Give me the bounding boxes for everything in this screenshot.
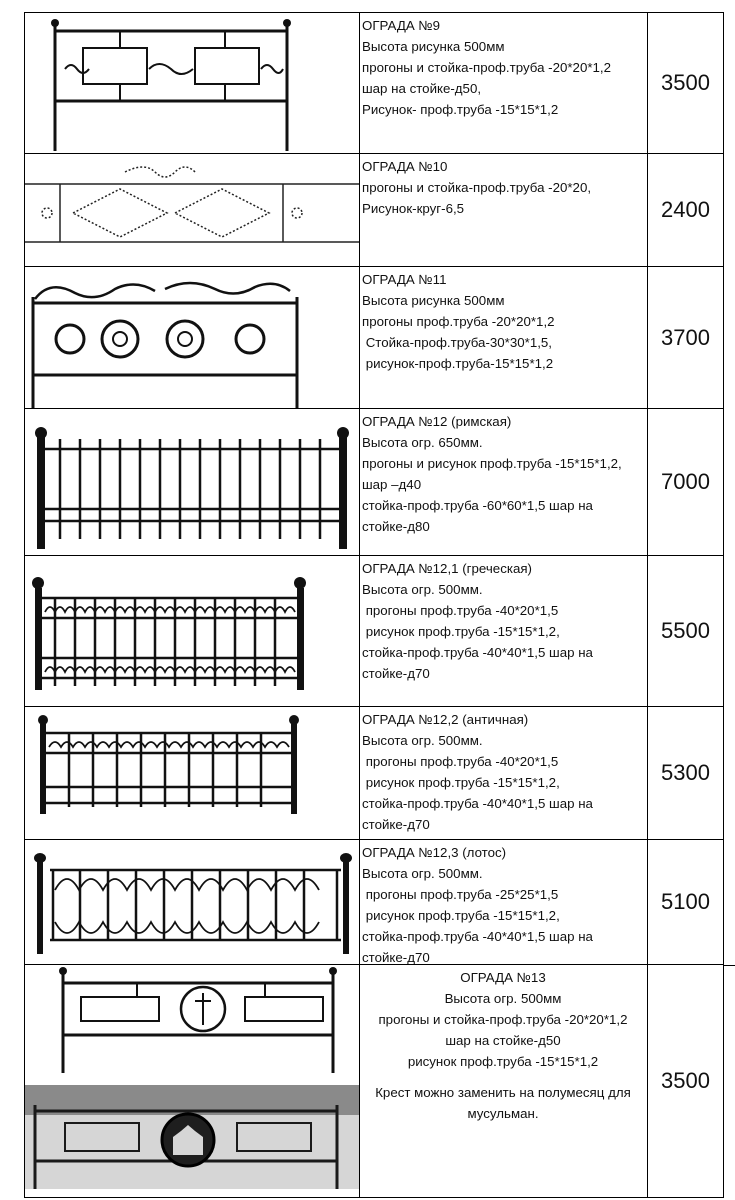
fence-12-image [25, 409, 359, 555]
fence-13-image [25, 965, 359, 1197]
product-description [359, 267, 648, 408]
spec-line: Высота огр. 500мм. [362, 733, 483, 748]
spec-line: стойке-д70 [362, 950, 430, 965]
spec-line: рисунок проф.труба -15*15*1,2 [407, 1054, 599, 1069]
product-price: 3500 [661, 70, 710, 95]
spec-line: шар на стойке-д50 [445, 1033, 561, 1048]
product-row [24, 408, 724, 556]
spec-line: прогоны проф.труба -40*20*1,5 [362, 603, 559, 618]
spec-line: прогоны проф.труба -40*20*1,5 [362, 754, 559, 769]
product-price: 5100 [661, 889, 710, 914]
spec-line: Высота огр. 500мм. [362, 866, 483, 881]
product-description [359, 965, 648, 1197]
table-edge-line [724, 965, 735, 966]
product-image-cell [25, 556, 360, 706]
spec-line: стойке-д70 [362, 817, 430, 832]
fence-12-3-image [25, 840, 359, 964]
spec-line: Рисунок- проф.труба -15*15*1,2 [362, 102, 559, 117]
spec-line: прогоны и рисунок проф.труба -15*15*1,2, [362, 456, 622, 471]
spec-line: стойке-д70 [362, 666, 430, 681]
product-title: ОГРАДА №12,2 (античная) [362, 712, 529, 727]
spec-line: рисунок проф.труба -15*15*1,2, [362, 624, 560, 639]
product-title: ОГРАДА №12,3 (лотос) [362, 845, 507, 860]
fence-9-image [25, 13, 359, 153]
product-row [24, 706, 724, 840]
fence-12-2-image [25, 707, 359, 839]
product-image-cell [25, 154, 360, 266]
spec-line: прогоны и стойка-проф.труба -20*20*1,2 [378, 1012, 628, 1027]
product-row [24, 964, 724, 1198]
spec-line: Высота огр. 500мм [444, 991, 562, 1006]
product-description [359, 707, 648, 839]
product-description [359, 556, 648, 706]
fence-11-image [25, 267, 359, 408]
product-row [24, 266, 724, 409]
note-line: мусульман. [467, 1106, 539, 1121]
product-image-cell [25, 965, 360, 1197]
product-title: ОГРАДА №12,1 (греческая) [362, 561, 532, 576]
product-description [359, 13, 648, 153]
product-row [24, 12, 724, 154]
spec-line: стойке-д80 [362, 519, 430, 534]
spec-line: стойка-проф.труба -40*40*1,5 шар на [362, 929, 593, 944]
fence-10-image [25, 154, 359, 266]
product-row [24, 555, 724, 707]
product-price: 3700 [661, 324, 710, 350]
product-title: ОГРАДА №11 [362, 272, 447, 287]
product-row [24, 153, 724, 267]
product-title: ОГРАДА №9 [362, 18, 441, 33]
spec-line: Стойка-проф.труба-30*30*1,5, [362, 335, 552, 350]
spec-line: Высота огр. 650мм. [362, 435, 483, 450]
product-price: 5300 [661, 760, 710, 785]
fence-12-1-image [25, 556, 359, 706]
spec-line: Высота рисунка 500мм [362, 293, 505, 308]
product-row [24, 839, 724, 965]
product-price: 5500 [661, 618, 710, 643]
product-description [359, 409, 648, 555]
product-description [359, 154, 648, 266]
spec-line: Высота рисунка 500мм [362, 39, 505, 54]
product-title: ОГРАДА №13 [460, 970, 546, 985]
product-image-cell [25, 707, 360, 839]
spec-line: стойка-проф.труба -40*40*1,5 шар на [362, 796, 593, 811]
spec-line: стойка-проф.труба -40*40*1,5 шар на [362, 645, 593, 660]
spec-line: прогоны проф.труба -20*20*1,2 [362, 314, 555, 329]
product-image-cell [25, 409, 360, 555]
spec-line: шар на стойке-д50, [362, 81, 482, 96]
spec-line: прогоны и стойка-проф.труба -20*20, [362, 180, 592, 195]
spec-line: шар –д40 [362, 477, 422, 492]
note-line: Крест можно заменить на полумесяц для [375, 1085, 631, 1100]
product-image-cell [25, 267, 360, 408]
product-image-cell [25, 13, 360, 153]
spec-line: рисунок-проф.труба-15*15*1,2 [362, 356, 554, 371]
product-price: 3500 [661, 1068, 710, 1093]
product-title: ОГРАДА №10 [362, 159, 448, 174]
product-description [359, 840, 648, 964]
spec-line: Высота огр. 500мм. [362, 582, 483, 597]
product-price: 2400 [661, 197, 710, 222]
spec-line: прогоны проф.труба -25*25*1,5 [362, 887, 559, 902]
spec-line: рисунок проф.труба -15*15*1,2, [362, 908, 560, 923]
product-price: 7000 [661, 469, 710, 494]
spec-line: Рисунок-круг-6,5 [362, 201, 465, 216]
spec-line: прогоны и стойка-проф.труба -20*20*1,2 [362, 60, 612, 75]
product-image-cell [25, 840, 360, 964]
spec-line: стойка-проф.труба -60*60*1,5 шар на [362, 498, 593, 513]
product-title: ОГРАДА №12 (римская) [362, 414, 512, 429]
spec-line: рисунок проф.труба -15*15*1,2, [362, 775, 560, 790]
